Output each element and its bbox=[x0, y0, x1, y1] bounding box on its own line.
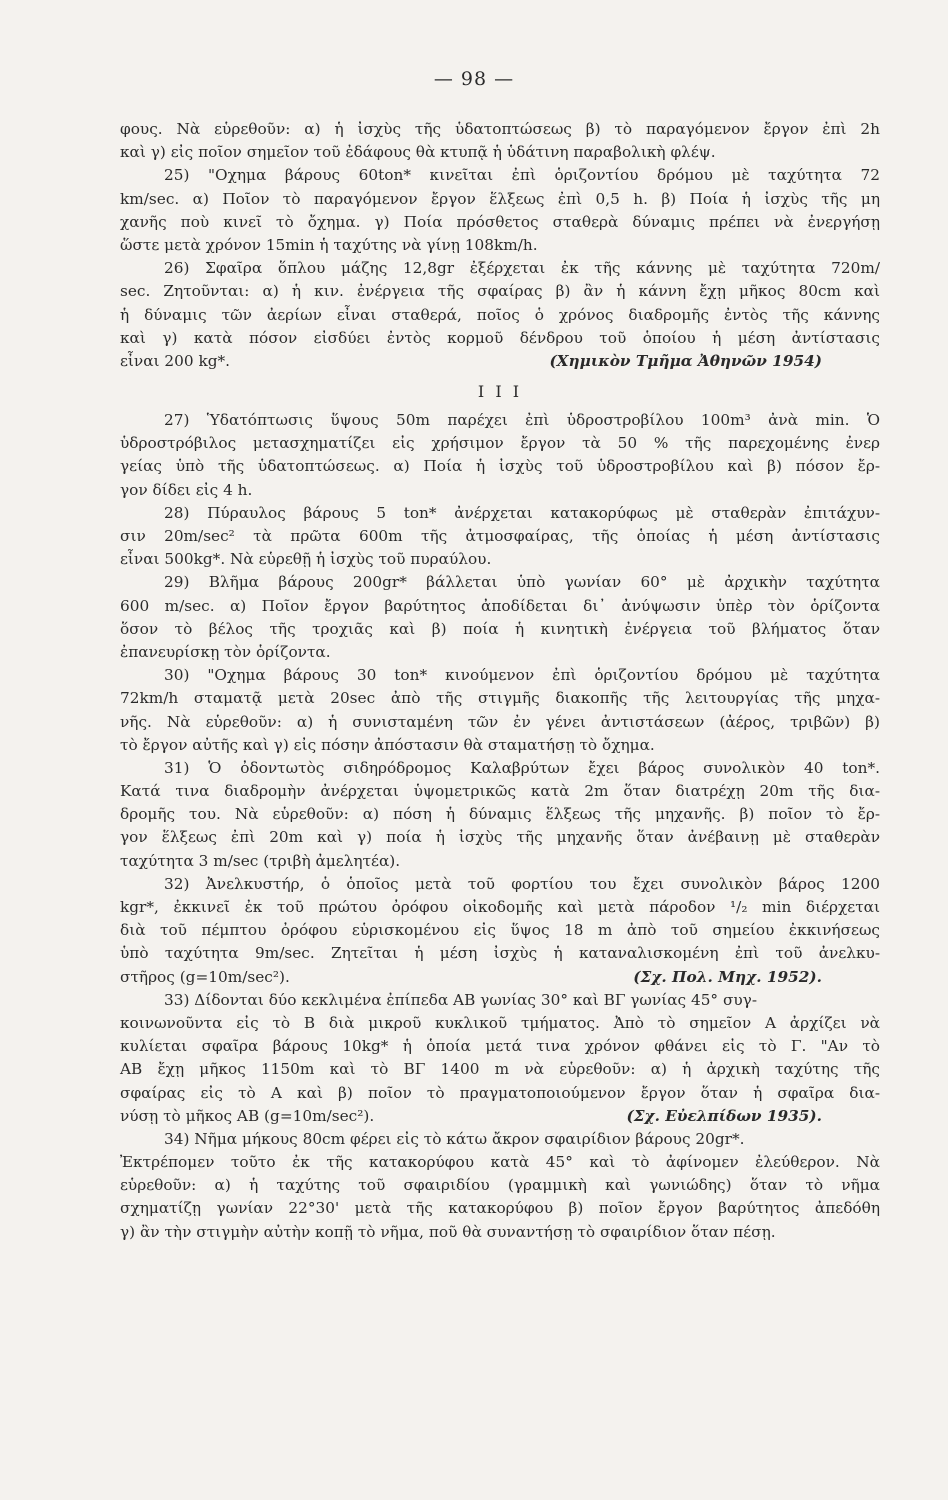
text-line: 33) Δίδονται δύο κεκλιμένα ἐπίπεδα ΑΒ γωνίας 30° καὶ ΒΓ γωνίας 45° συγ- bbox=[164, 990, 757, 1009]
problem-p34 bbox=[120, 1128, 880, 1244]
text-line: 28) Πύραυλος βάρους 5 ton* ἀνέρχεται κατακορύφως μὲ σταθερὰν ἐπιτάχυν- bbox=[164, 503, 880, 522]
text-line: sec. Ζητοῦνται: α) ἡ κιν. ἐνέργεια τῆς σφαίρας β) ἂν ἡ κάννη ἔχῃ μῆκος 80cm καὶ bbox=[120, 282, 880, 301]
text-line: εἶναι 200 kg*. (Χημικὸν Τμῆμα Ἀθηνῶν 1954) bbox=[120, 350, 880, 373]
text-line: ταχύτητα 3 m/sec (τριβὴ ἀμελητέα). bbox=[120, 851, 401, 870]
text-line: ἡ δύναμις τῶν ἀερίων εἶναι σταθερά, ποῖος ὁ χρόνος διαδρομῆς ἐντὸς τῆς κάννης bbox=[120, 305, 880, 324]
text-line: 600 m/sec. α) Ποῖον ἔργον βαρύτητος ἀποδίδεται δι᾿ ἀνύψωσιν ὑπὲρ τὸν ὁρίζοντα bbox=[120, 596, 880, 615]
problem-p29 bbox=[120, 571, 880, 664]
text-line: φους. Νὰ εὑρεθοῦν: α) ἡ ἰσχὺς τῆς ὑδατοπτώσεως β) τὸ παραγόμενον ἔργον ἐπὶ 2h bbox=[120, 120, 880, 138]
text-line: γ) ἂν τὴν στιγμὴν αὐτὴν κοπῇ τὸ νῆμα, ποῦ θὰ συναντήσῃ τὸ σφαιρίδιον ὅταν πέσῃ. bbox=[120, 1222, 776, 1241]
section-heading: I I I bbox=[477, 382, 523, 402]
source-citation: (Χημικὸν Τμῆμα Ἀθηνῶν 1954) bbox=[549, 351, 822, 370]
text-line: γον ἕλξεως ἐπὶ 20m καὶ γ) ποία ἡ ἰσχὺς τῆς μηχανῆς ὅταν ἀνέβαινῃ μὲ σταθερὰν bbox=[120, 828, 880, 847]
problem-p26 bbox=[120, 257, 880, 373]
text-line: ἐπανευρίσκῃ τὸν ὁρίζοντα. bbox=[120, 642, 331, 661]
text-line: κοινωνοῦντα εἰς τὸ Β διὰ μικροῦ κυκλικοῦ τμήματος. Ἀπὸ τὸ σημεῖον Α ἀρχίζει νὰ bbox=[120, 1013, 880, 1032]
text-line: ὑπὸ ταχύτητα 9m/sec. Ζητεῖται ἡ μέση ἰσχὺς ἡ καταναλισκομένη ἐπὶ τοῦ ἀνελκυ- bbox=[120, 944, 880, 963]
text-line: ΑΒ ἔχῃ μῆκος 1150m καὶ τὸ ΒΓ 1400 m νὰ εὑρεθοῦν: α) ἡ ἀρχικὴ ταχύτης τῆς bbox=[120, 1060, 880, 1079]
text-line: 34) Νῆμα μήκους 80cm φέρει εἰς τὸ κάτω ἄκρον σφαιρίδιον βάρους 20gr*. bbox=[164, 1129, 745, 1148]
text-line: εἶναι 500kg*. Νὰ εὑρεθῇ ἡ ἰσχὺς τοῦ πυραύλου. bbox=[120, 550, 492, 569]
text-line: διὰ τοῦ πέμπτου ὀρόφου εὑρισκομένου εἰς ὕψος 18 m ἀπὸ τοῦ σημείου ἐκκινήσεως bbox=[120, 921, 880, 940]
page-body bbox=[120, 118, 880, 1244]
text-line: κυλίεται σφαῖρα βάρους 10kg* ἡ ὁποία μετά τινα χρόνον φθάνει εἰς τὸ Γ. "Αν τὸ bbox=[120, 1037, 880, 1056]
text-line: καὶ γ) κατὰ πόσον εἰσδύει ἐντὸς κορμοῦ δένδρου τοῦ ὁποίου ἡ μέση ἀντίστασις bbox=[120, 328, 880, 347]
problem-p27 bbox=[120, 409, 880, 502]
text-line: 72km/h σταματᾷ μετὰ 20sec ἀπὸ τῆς στιγμῆς διακοπῆς τῆς λειτουργίας τῆς μηχα- bbox=[120, 689, 880, 708]
text-line: γείας ὑπὸ τῆς ὑδατοπτώσεως. α) Ποία ἡ ἰσχὺς τοῦ ὑδροστροβίλου καὶ β) πόσον ἔρ- bbox=[120, 457, 880, 476]
text-line: καὶ γ) εἰς ποῖον σημεῖον τοῦ ἐδάφους θὰ κτυπᾷ ἡ ὑδάτινη παραβολικὴ φλέψ. bbox=[120, 143, 716, 162]
text-line: νύσῃ τὸ μῆκος ΑΒ (g=10m/sec²). (Σχ. Εὐελπίδων 1935). bbox=[120, 1105, 880, 1128]
text-line: 29) Βλῆμα βάρους 200gr* βάλλεται ὑπὸ γωνίαν 60° μὲ ἀρχικὴν ταχύτητα bbox=[164, 573, 880, 592]
text-line: ὑδροστρόβιλος μετασχηματίζει εἰς χρήσιμον ἔργον τὰ 50 % τῆς παρεχομένης ἐνερ bbox=[120, 434, 880, 453]
problem-p32 bbox=[120, 873, 880, 989]
text-line: ὥστε μετὰ χρόνον 15min ἡ ταχύτης νὰ γίνῃ 108km/h. bbox=[120, 235, 538, 254]
text-line: σφαίρας εἰς τὸ Α καὶ β) ποῖον τὸ πραγματοποιούμενον ἔργον ὅταν ἡ σφαῖρα δια- bbox=[120, 1083, 880, 1102]
problem-p33 bbox=[120, 989, 880, 1128]
text-line: ὅσον τὸ βέλος τῆς τροχιᾶς καὶ β) ποία ἡ κινητικὴ ἐνέργεια τοῦ βλήματος ὅταν bbox=[120, 619, 880, 638]
text-line: Ἐκτρέπομεν τοῦτο ἐκ τῆς κατακορύφου κατὰ 45° καὶ τὸ ἀφίνομεν ἐλεύθερον. Νὰ bbox=[120, 1153, 880, 1172]
source-citation: (Σχ. Εὐελπίδων 1935). bbox=[626, 1106, 822, 1125]
text-line: χανῆς ποὺ κινεῖ τὸ ὄχημα. γ) Ποία πρόσθετος σταθερὰ δύναμις πρέπει νὰ ἐνεργήσῃ bbox=[120, 212, 880, 231]
text-line: 26) Σφαῖρα ὅπλου μάζης 12,8gr ἐξέρχεται ἐκ τῆς κάννης μὲ ταχύτητα 720m/ bbox=[164, 259, 880, 278]
text-line: νῆς. Νὰ εὑρεθοῦν: α) ἡ συνισταμένη τῶν ἐν γένει ἀντιστάσεων (ἀέρος, τριβῶν) β) bbox=[120, 712, 880, 731]
text-line: Κατά τινα διαδρομὴν ἀνέρχεται ὑψομετρικῶς κατὰ 2m ὅταν διατρέχῃ 20m τῆς δια- bbox=[120, 782, 880, 801]
problem-p30 bbox=[120, 664, 880, 757]
page-number: — 98 — bbox=[433, 68, 515, 90]
problem-p25 bbox=[120, 164, 880, 257]
text-line: km/sec. α) Ποῖον τὸ παραγόμενον ἔργον ἕλξεως ἐπὶ 0,5 h. β) Ποία ἡ ἰσχὺς τῆς μη bbox=[120, 189, 880, 208]
text-line: εὑρεθοῦν: α) ἡ ταχύτης τοῦ σφαιριδίου (γραμμικὴ καὶ γωνιώδης) ὅταν τὸ νῆμα bbox=[120, 1176, 880, 1195]
text-line: kgr*, ἐκκινεῖ ἐκ τοῦ πρώτου ὀρόφου οἰκοδομῆς καὶ μετὰ πάροδον ¹/₂ min διέρχεται bbox=[120, 898, 880, 916]
text-line: γον δίδει εἰς 4 h. bbox=[120, 480, 253, 499]
source-citation: (Σχ. Πολ. Μηχ. 1952). bbox=[633, 967, 822, 986]
text-line: 31) Ὁ ὀδοντωτὸς σιδηρόδρομος Καλαβρύτων ἔχει βάρος συνολικὸν 40 ton*. bbox=[164, 758, 880, 777]
text-line: 30) "Οχημα βάρους 30 ton* κινούμενον ἐπὶ ὁριζοντίου δρόμου μὲ ταχύτητα bbox=[164, 666, 880, 685]
text-line: δρομῆς του. Νὰ εὑρεθοῦν: α) πόση ἡ δύναμις ἕλξεως τῆς μηχανῆς. β) ποῖον τὸ ἔρ- bbox=[120, 805, 880, 824]
text-line: 27) Ὑδατόπτωσις ὕψους 50m παρέχει ἐπὶ ὑδροστροβίλου 100m³ ἀνὰ min. Ὁ bbox=[164, 411, 880, 430]
text-line: 32) Ἀνελκυστήρ, ὁ ὁποῖος μετὰ τοῦ φορτίου του ἔχει συνολικὸν βάρος 1200 bbox=[164, 874, 880, 893]
text-line: τὸ ἔργον αὐτῆς καὶ γ) εἰς πόσην ἀπόστασιν θὰ σταματήσῃ τὸ ὄχημα. bbox=[120, 735, 655, 754]
text-line: σιν 20m/sec² τὰ πρῶτα 600m τῆς ἀτμοσφαίρας, τῆς ὁποίας ἡ μέση ἀντίστασις bbox=[120, 527, 880, 545]
problem-p24cont bbox=[120, 118, 880, 164]
text-line: σχηματίζῃ γωνίαν 22°30' μετὰ τῆς κατακορύφου β) ποῖον ἔργον βαρύτητος ἀπεδόθη bbox=[120, 1199, 880, 1218]
problem-p28 bbox=[120, 502, 880, 572]
text-line: 25) "Οχημα βάρους 60ton* κινεῖται ἐπὶ ὁριζοντίου δρόμου μὲ ταχύτητα 72 bbox=[164, 166, 880, 185]
problem-p31 bbox=[120, 757, 880, 873]
text-line: στῆρος (g=10m/sec²). (Σχ. Πολ. Μηχ. 1952). bbox=[120, 966, 880, 989]
